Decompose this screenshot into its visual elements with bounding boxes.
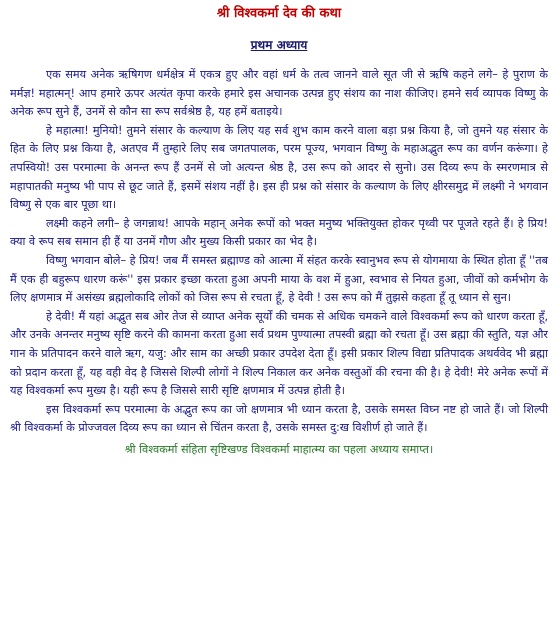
document-page bbox=[0, 4, 560, 623]
paragraph-5: हे देवी! मैं यहां अद्भुत सब ओर तेज से व्याप्त अनेक सूर्यों की चमक से अधिक चमकने वाले विश्वकर्मा रूप को धारण करता हूँ, और उनके अनन्तर मनुष्य सृष्टि करने की कामना करता हुआ सर्व प्रथम पुण्यात्मा तपस्वी ब्रह्मा को रचता हूँ। उस ब्रह्मा की स्तुति, यज्ञ और गान के प्रतिपादन करने वाले ऋग, यजु: और साम का अच्छी प्रकार उपदेश देता हूँ। इसी प्रकार शिल्प विद्या प्रतिपादक अथर्ववेद भी ब्रह्मा को प्रदान करता हूँ, यह वही वेद है जिससे शिल्पी लोगों ने शिल्प निकाल कर अनेक वस्तुओं की रचना की है। हे देवी! मेरे अनेक रूपों में यह विश्वकर्मा रूप मुख्य है। यही रूप है जिससे सारी सृष्टि क्षणमात्र में उत्पन्न होती है। bbox=[10, 309, 548, 398]
paragraph-4: विष्णु भगवान बोले– हे प्रिय! जब मैं समस्त ब्रह्माण्ड को आत्मा में संहत करके स्वानुभव रूप से योगमाया के स्थित होता हूँ ''तब मैं एक ही बहुरूप धारण करूं'' इस प्रकार इच्छा करता हुआ अपनी माया के वश में हुआ, स्वभाव से नियत हुआ, जीवों को कर्मभोग के लिए क्षणमात्र में असंख्य ब्रह्मलोकादि लोकों को जिस रूप से रचता हूँ, हे देवी ! उस रूप को मैं तुझसे कहता हूँ तू ध्यान से सुन। bbox=[10, 253, 548, 305]
chapter-closing-line: श्री विश्वकर्मा संहिता सृष्टिखण्ड विश्वकर्मा माहात्म्य का पहला अध्याय समाप्त। bbox=[124, 442, 434, 456]
page-title: श्री विश्वकर्मा देव की कथा bbox=[216, 6, 342, 21]
paragraph-1: एक समय अनेक ऋषिगण धर्मक्षेत्र में एकत्र हुए और वहां धर्म के तत्व जानने वाले सूत जी से ऋषि कहने लगे– हे पुराण के मर्मज्ञ! महात्मन्! आप हमारे ऊपर अत्यंत कृपा करके हमारे इस अचानक उत्पन्न हुए संशय का नाश कीजिए। हमने सर्व व्यापक विष्णु के अनेक रूप सुने हैं, उनमें से कौन सा रूप सर्वश्रेष्ठ है, यह हमें बताइये। bbox=[10, 68, 548, 119]
paragraph-3: लक्ष्मी कहने लगी– हे जगन्नाथ! आपके महान् अनेक रूपों को भक्त मनुष्य भक्तियुक्त होकर पृथ्वी पर पूजते रहते हैं। हे प्रिय! क्या वे रूप सब समान ही हैं या उनमें गौण और मुख्य किसी प्रकार का भेद है। bbox=[10, 216, 548, 249]
paragraph-2: हे महात्मा! मुनियो! तुमने संसार के कल्याण के लिए यह सर्व शुभ काम करने वाला बड़ा प्रश्न किया है, जो तुमने यह संसार के हित के लिए प्रश्न किया है, अतएव मैं तुम्हारे लिए सब जगतपालक, परम पूज्य, भगवान विष्णु के महाअद्भुत रूप का वर्णन करूंगा। हे तपस्वियो! उस परमात्मा के अनन्त रूप हैं उनमें से जो अत्यन्त श्रेष्ठ है, उस रूप को आदर से सुनो। उस दिव्य रूप के स्मरणमात्र से महापातकी मनुष्य भी पाप से छूट जाते हैं, इसमें संशय नहीं है। इस ही प्रश्न को संसार के कल्याण के लिए क्षीरसमुद्र में लक्ष्मी ने भगवान विष्णु से एक बार पूछा था। bbox=[10, 123, 548, 212]
paragraph-6: इस विश्वकर्मा रूप परमात्मा के अद्भुत रूप का जो क्षणमात्र भी ध्यान करता है, उसके समस्त विघ्न नष्ट हो जाते हैं। जो शिल्पी श्री विश्वकर्मा के प्रोज्जवल दिव्य रूप का ध्यान से चिंतन करता है, उसके समस्त दु:ख विशीर्ण हो जाते हैं। bbox=[10, 402, 548, 435]
chapter-heading: प्रथम अध्याय bbox=[250, 38, 308, 52]
